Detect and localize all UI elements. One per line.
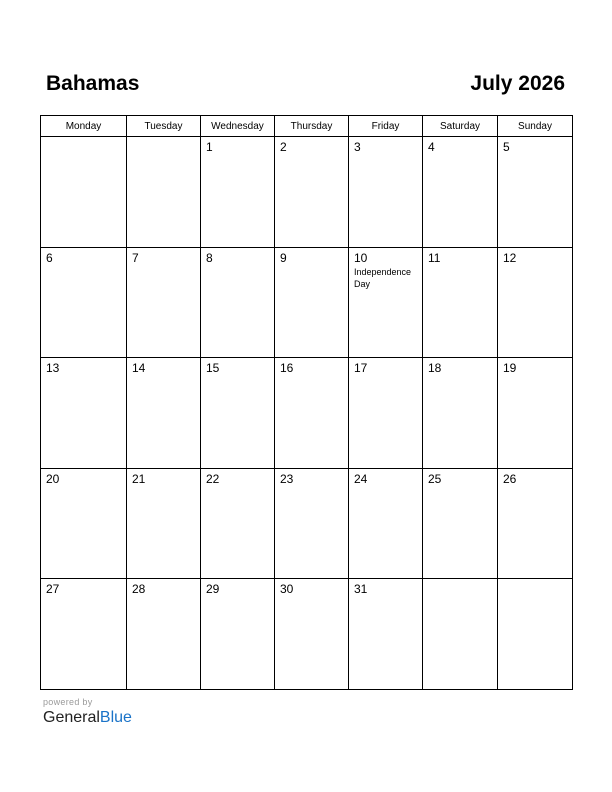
day-number: 21 [132, 471, 146, 486]
day-number: 15 [206, 361, 220, 376]
day-cell [423, 247, 498, 358]
day-number: 7 [132, 250, 139, 265]
day-number: 1 [206, 140, 213, 154]
generalblue-logo[interactable] [43, 697, 132, 728]
day-cell [127, 579, 201, 690]
country-title: Bahamas [46, 72, 140, 95]
day-cell [349, 468, 423, 579]
day-cell [41, 468, 127, 579]
day-cell [41, 358, 127, 469]
day-cell [201, 468, 275, 579]
day-number: 10 [354, 250, 368, 265]
day-cell [349, 247, 423, 358]
weekday-thursday: Thursday [275, 116, 349, 137]
day-number: 31 [354, 582, 368, 597]
day-cell [127, 247, 201, 358]
day-cell [127, 137, 201, 248]
day-cell [275, 247, 349, 358]
weekday-wednesday: Wednesday [201, 116, 275, 137]
week-row [41, 137, 573, 248]
weekday-header-row [41, 116, 573, 137]
day-cell [201, 247, 275, 358]
day-cell [498, 468, 573, 579]
weekday-saturday: Saturday [423, 116, 498, 137]
day-number: 30 [280, 582, 294, 597]
powered-by-label: powered by [43, 697, 93, 707]
month-title: July 2026 [470, 72, 565, 95]
day-cell [423, 579, 498, 690]
day-number: 13 [46, 361, 60, 376]
week-row [41, 358, 573, 469]
day-number: 22 [206, 471, 220, 486]
day-number: 2 [280, 140, 287, 154]
day-number: 29 [206, 582, 220, 597]
calendar-grid [40, 115, 573, 690]
day-number: 23 [280, 471, 294, 486]
day-cell [498, 247, 573, 358]
day-number: 18 [428, 361, 442, 376]
day-cell [349, 358, 423, 469]
day-number: 25 [428, 471, 442, 486]
weekday-tuesday: Tuesday [127, 116, 201, 137]
holiday-label: Independence Day [354, 266, 412, 289]
weekday-monday: Monday [41, 116, 127, 137]
day-number: 17 [354, 361, 368, 376]
day-cell [423, 137, 498, 248]
day-number: 9 [280, 250, 287, 265]
week-row [41, 468, 573, 579]
day-cell [275, 579, 349, 690]
week-row [41, 579, 573, 690]
brand-name-general: General [43, 709, 100, 726]
day-number: 8 [206, 250, 213, 265]
day-cell [349, 579, 423, 690]
day-cell [201, 579, 275, 690]
day-cell [498, 137, 573, 248]
day-number: 16 [280, 361, 294, 376]
day-number: 5 [503, 140, 510, 154]
weekday-friday: Friday [349, 116, 423, 137]
week-row [41, 247, 573, 358]
day-number: 20 [46, 471, 60, 486]
day-cell [275, 358, 349, 469]
day-cell [41, 137, 127, 248]
day-number: 4 [428, 140, 435, 154]
day-cell [275, 137, 349, 248]
day-cell [41, 579, 127, 690]
day-number: 12 [503, 250, 517, 265]
day-number: 11 [428, 250, 441, 265]
day-cell [201, 358, 275, 469]
day-number: 24 [354, 471, 368, 486]
day-number: 28 [132, 582, 146, 597]
day-number: 26 [503, 471, 517, 486]
day-cell [423, 468, 498, 579]
day-number: 27 [46, 582, 60, 597]
weekday-sunday: Sunday [498, 116, 573, 137]
brand-name-blue: Blue [99, 709, 132, 726]
day-cell [201, 137, 275, 248]
day-cell [127, 358, 201, 469]
day-cell [275, 468, 349, 579]
day-cell [41, 247, 127, 358]
brand-name [43, 708, 132, 728]
day-cell [498, 358, 573, 469]
day-number: 19 [503, 361, 517, 376]
day-cell [127, 468, 201, 579]
day-number: 6 [46, 250, 53, 265]
day-cell [498, 579, 573, 690]
day-number: 14 [132, 361, 146, 376]
day-cell [423, 358, 498, 469]
day-cell [349, 137, 423, 248]
day-number: 3 [354, 140, 361, 154]
